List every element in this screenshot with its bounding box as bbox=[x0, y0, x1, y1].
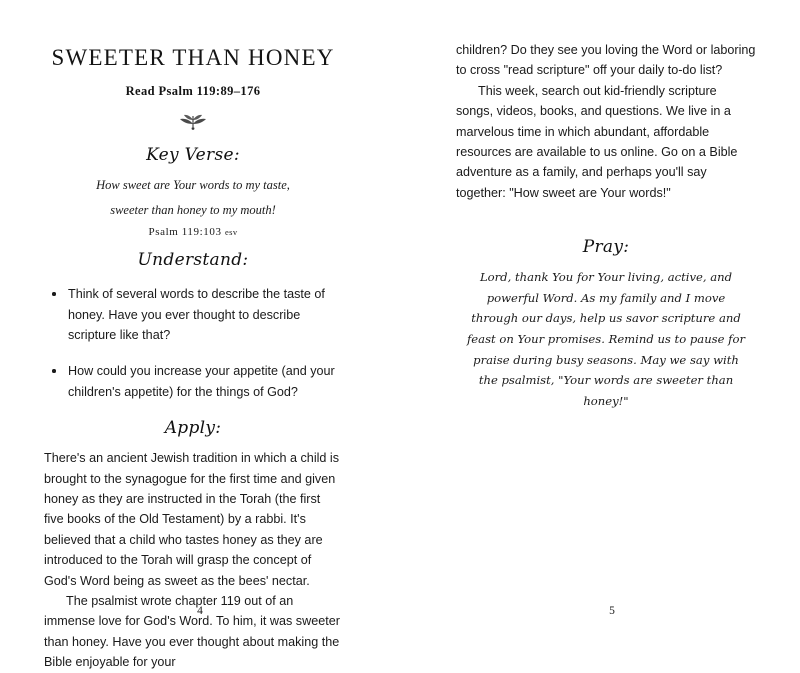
left-page bbox=[0, 0, 400, 670]
leaf-sprig-ornament bbox=[44, 113, 342, 133]
key-verse-heading: Key Verse: bbox=[146, 145, 240, 165]
understand-heading: Understand: bbox=[137, 250, 249, 271]
page-number-right: 5 bbox=[609, 605, 615, 617]
reading-reference: Read Psalm 119:89–176 bbox=[125, 84, 261, 98]
page-number-left: 4 bbox=[197, 605, 203, 617]
right-page bbox=[400, 0, 800, 645]
page-title: SWEETER THAN HONEY bbox=[51, 45, 335, 70]
prayer-text: Lord, thank You for Your living, active, and powerful Word. As my family and I move through our days, help us savor scripture and feast on Your promises. Remind us to pause for praise during busy seasons. May we say with the psalmist, "Your words are sweeter than honey!" bbox=[467, 270, 745, 408]
apply-paragraph: There's an ancient Jewish tradition in which a child is brought to the synagogue for the first time and given honey as they are instructed in the Torah (the first five books of the Old Testament) by a rabbi. It's believed that a child who tastes honey as they are introduced to the Torah will grasp the concept of God's Word being as sweet as the bees' nectar. bbox=[44, 451, 340, 588]
key-verse-line-2: sweeter than honey to my mouth! bbox=[110, 202, 276, 217]
list-item: How could you increase your appetite (and your children's appetite) for the things of God? bbox=[50, 361, 338, 402]
key-verse-reference bbox=[44, 226, 342, 238]
continuation-paragraph: children? Do they see you loving the Word or laboring to cross "read scripture" off your daily to-do list? bbox=[456, 43, 756, 78]
understand-question-list bbox=[44, 284, 342, 402]
list-item: Think of several words to describe the taste of honey. Have you ever thought to describe scripture like that? bbox=[50, 284, 338, 345]
key-verse-line-1: How sweet are Your words to my taste, bbox=[96, 178, 290, 192]
pray-heading: Pray: bbox=[582, 237, 630, 258]
verse-reference-text: Psalm 119:103 bbox=[148, 226, 222, 239]
apply-heading: Apply: bbox=[164, 418, 222, 439]
continuation-paragraph: This week, search out kid-friendly scripture songs, videos, books, and questions. We live in a marvelous time in which abundant, affordable resources are available to us online. Go on a Bible adventure as a family, and perhaps you'll say together: "How sweet are Your words!" bbox=[456, 83, 738, 200]
verse-translation-text: esv bbox=[224, 227, 238, 238]
apply-paragraph: The psalmist wrote chapter 119 out of an immense love for God's Word. To him, it was sweeter than honey. Have you ever thought about making the Bible enjoyable for your bbox=[44, 593, 340, 670]
